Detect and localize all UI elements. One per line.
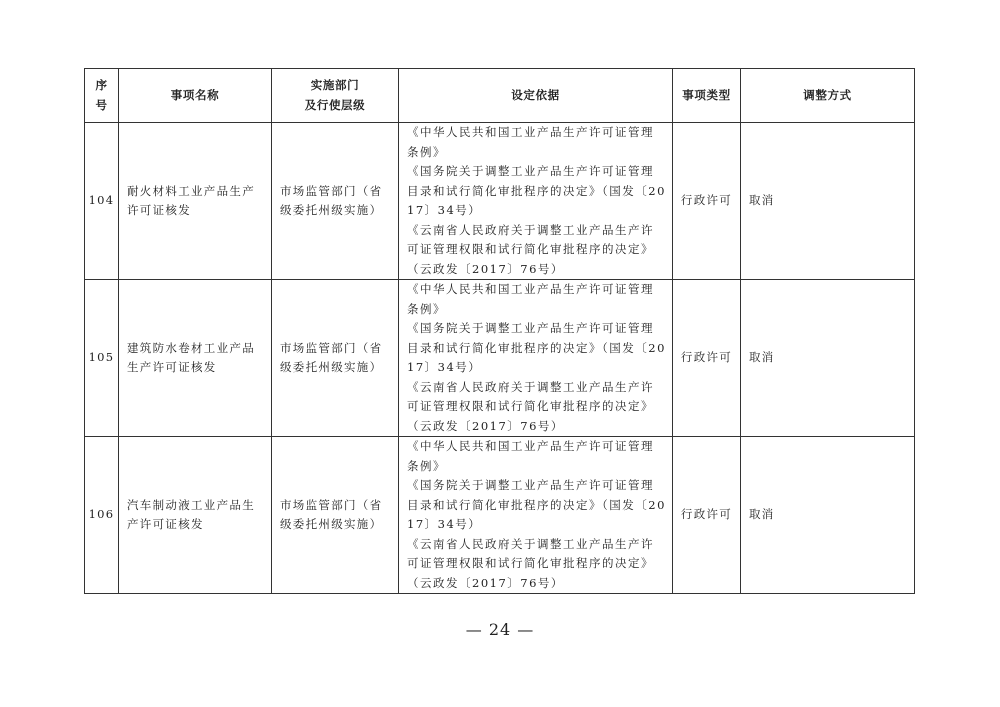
cell-basis: [399, 437, 673, 594]
cell-adjust-method: 取消: [741, 280, 915, 437]
cell-item-type: 行政许可: [673, 437, 741, 594]
basis-line-1: 《中华人民共和国工业产品生产许可证管理条例》: [407, 439, 654, 473]
basis-line-3: 《云南省人民政府关于调整工业产品生产许可证管理权限和试行简化审批程序的决定》（云政发〔2017〕76号）: [407, 222, 654, 276]
cell-item-name: 耐火材料工业产品生产许可证核发: [119, 123, 272, 280]
cell-department: 市场监管部门（省级委托州级实施）: [272, 123, 399, 280]
header-department-line2: 及行使层级: [304, 97, 366, 112]
header-adjust-method: 调整方式: [741, 69, 915, 123]
basis-line-2: 《国务院关于调整工业产品生产许可证管理目录和试行简化审批程序的决定》（国发〔2017〕34号）: [407, 321, 666, 374]
cell-item-name: 建筑防水卷材工业产品生产许可证核发: [119, 280, 272, 437]
cell-adjust-method: 取消: [741, 123, 915, 280]
basis-line-3: 《云南省人民政府关于调整工业产品生产许可证管理权限和试行简化审批程序的决定》（云政发〔2017〕76号）: [407, 379, 654, 433]
page-number: — 24 —: [465, 620, 535, 639]
table-row: [85, 123, 915, 280]
header-department-line1: 实施部门: [310, 78, 360, 92]
table-row: [85, 437, 915, 594]
cell-item-type: 行政许可: [673, 280, 741, 437]
cell-seq: 104: [85, 123, 119, 280]
header-seq: 序号: [85, 69, 119, 123]
cell-department: 市场监管部门（省级委托州级实施）: [272, 437, 399, 594]
basis-line-3: 《云南省人民政府关于调整工业产品生产许可证管理权限和试行简化审批程序的决定》（云政发〔2017〕76号）: [407, 536, 654, 590]
cell-item-type: 行政许可: [673, 123, 741, 280]
items-table: [84, 68, 915, 594]
basis-line-1: 《中华人民共和国工业产品生产许可证管理条例》: [407, 125, 654, 159]
table-row: [85, 280, 915, 437]
table-header-row: [85, 69, 915, 123]
cell-department: 市场监管部门（省级委托州级实施）: [272, 280, 399, 437]
header-item-name: 事项名称: [119, 69, 272, 123]
basis-line-2: 《国务院关于调整工业产品生产许可证管理目录和试行简化审批程序的决定》（国发〔2017〕34号）: [407, 478, 666, 531]
cell-adjust-method: 取消: [741, 437, 915, 594]
basis-line-2: 《国务院关于调整工业产品生产许可证管理目录和试行简化审批程序的决定》（国发〔2017〕34号）: [407, 164, 666, 217]
header-department: [272, 69, 399, 123]
header-basis: 设定依据: [399, 69, 673, 123]
basis-line-1: 《中华人民共和国工业产品生产许可证管理条例》: [407, 282, 654, 316]
cell-seq: 105: [85, 280, 119, 437]
cell-basis: [399, 280, 673, 437]
cell-basis: [399, 123, 673, 280]
cell-seq: 106: [85, 437, 119, 594]
cell-item-name: 汽车制动液工业产品生产许可证核发: [119, 437, 272, 594]
header-item-type: 事项类型: [673, 69, 741, 123]
